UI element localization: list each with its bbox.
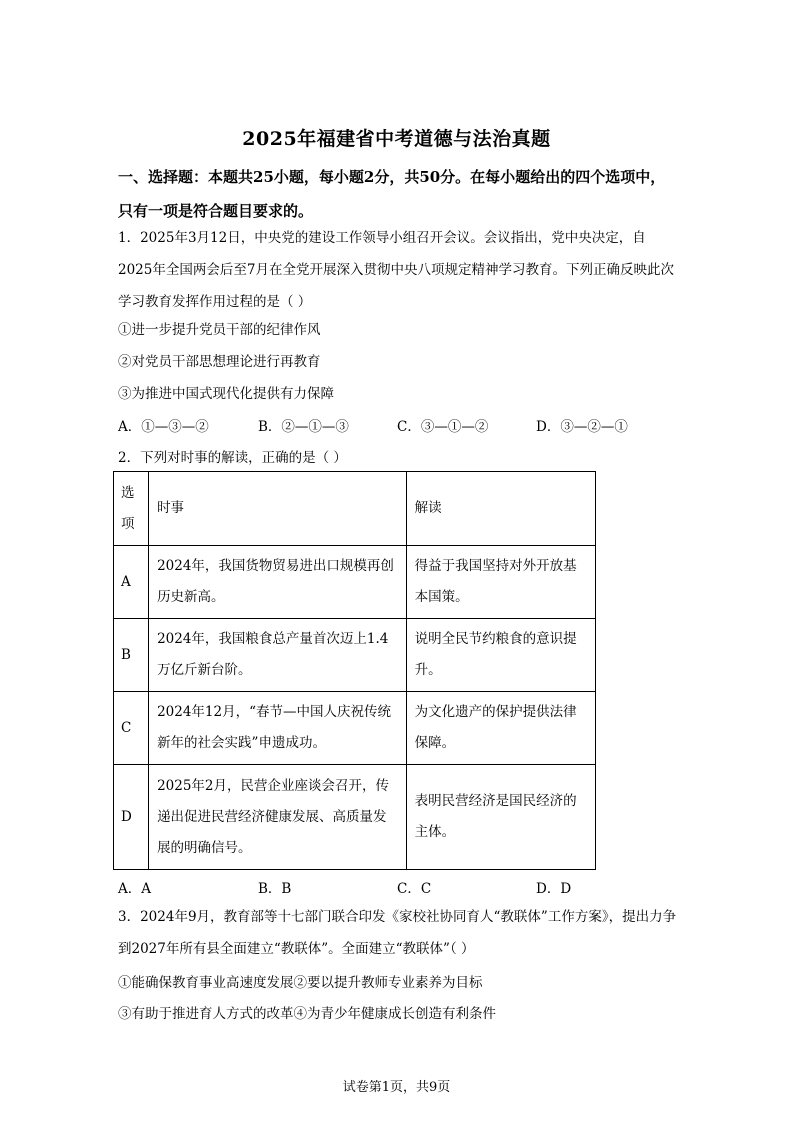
q1-option-d[interactable]: D．③—②—① <box>536 419 628 435</box>
table-header-row <box>114 472 596 546</box>
table-row <box>114 619 596 692</box>
q1-item-1: ①进一步提升党员干部的纪律作风 <box>118 322 321 338</box>
section-heading: 一、选择题：本题共25小题，每小题2分，共50分。在每小题给出的四个选项中，只有一项是符合题目要求的。 <box>118 168 666 220</box>
row-key: C <box>114 692 149 765</box>
row-reading: 表明民营经济是国民经济的主体。 <box>406 765 595 870</box>
q3-stem: 3．2024年9月，教育部等十七部门联合印发《家校社协同育人“教联体”工作方案》，提出力争到2027年所有县全面建立“教联体”。全面建立“教联体”（ ） <box>118 909 677 957</box>
q1-item-3: ③为推进中国式现代化提供有力保障 <box>118 386 334 402</box>
header-event: 时事 <box>149 472 407 546</box>
table-row <box>114 692 596 765</box>
q2-option-b[interactable]: B．B <box>258 881 292 897</box>
q1-option-c[interactable]: C．③—①—② <box>397 419 489 435</box>
row-event: 2025年2月，民营企业座谈会召开，传递出促进民营经济健康发展、高质量发展的明确信号。 <box>149 765 407 870</box>
table-row <box>114 546 596 619</box>
q2-option-c[interactable]: C．C <box>397 881 432 897</box>
q1-item-2: ②对党员干部思想理论进行再教育 <box>118 354 321 370</box>
row-event: 2024年12月，“春节—中国人庆祝传统新年的社会实践”申遗成功。 <box>149 692 407 765</box>
q2-table <box>113 471 596 870</box>
row-key: A <box>114 546 149 619</box>
header-option: 选项 <box>114 472 149 546</box>
q3-items-line-2: ③有助于推进育人方式的改革④为青少年健康成长创造有利条件 <box>118 1006 496 1022</box>
table-row <box>114 765 596 870</box>
row-reading: 得益于我国坚持对外开放基本国策。 <box>406 546 595 619</box>
q2-stem: 2．下列对时事的解读，正确的是（ ） <box>118 450 347 466</box>
q3-items-line-1: ①能确保教育事业高速度发展②要以提升教师专业素养为目标 <box>118 975 483 991</box>
row-reading: 说明全民节约粮食的意识提升。 <box>406 619 595 692</box>
row-event: 2024年，我国货物贸易进出口规模再创历史新高。 <box>149 546 407 619</box>
header-reading: 解读 <box>406 472 595 546</box>
row-reading: 为文化遗产的保护提供法律保障。 <box>406 692 595 765</box>
q2-option-d[interactable]: D．D <box>536 881 572 897</box>
q1-option-a[interactable]: A．①—③—② <box>118 419 209 435</box>
q2-option-a[interactable]: A．A <box>118 881 151 897</box>
q1-option-b[interactable]: B．②—①—③ <box>258 419 349 435</box>
page-title: 2025年福建省中考道德与法治真题 <box>242 128 551 150</box>
row-event: 2024年，我国粮食总产量首次迈上1.4万亿斤新台阶。 <box>149 619 407 692</box>
q1-stem: 1．2025年3月12日，中央党的建设工作领导小组召开会议。会议指出，党中央决定，自2025年全国两会后至7月在全党开展深入贯彻中央八项规定精神学习教育。下列正确反映此次学习教育发挥作用过程的是（ ） <box>118 230 674 310</box>
page-footer: 试卷第1页，共9页 <box>342 1080 451 1095</box>
row-key: D <box>114 765 149 870</box>
row-key: B <box>114 619 149 692</box>
